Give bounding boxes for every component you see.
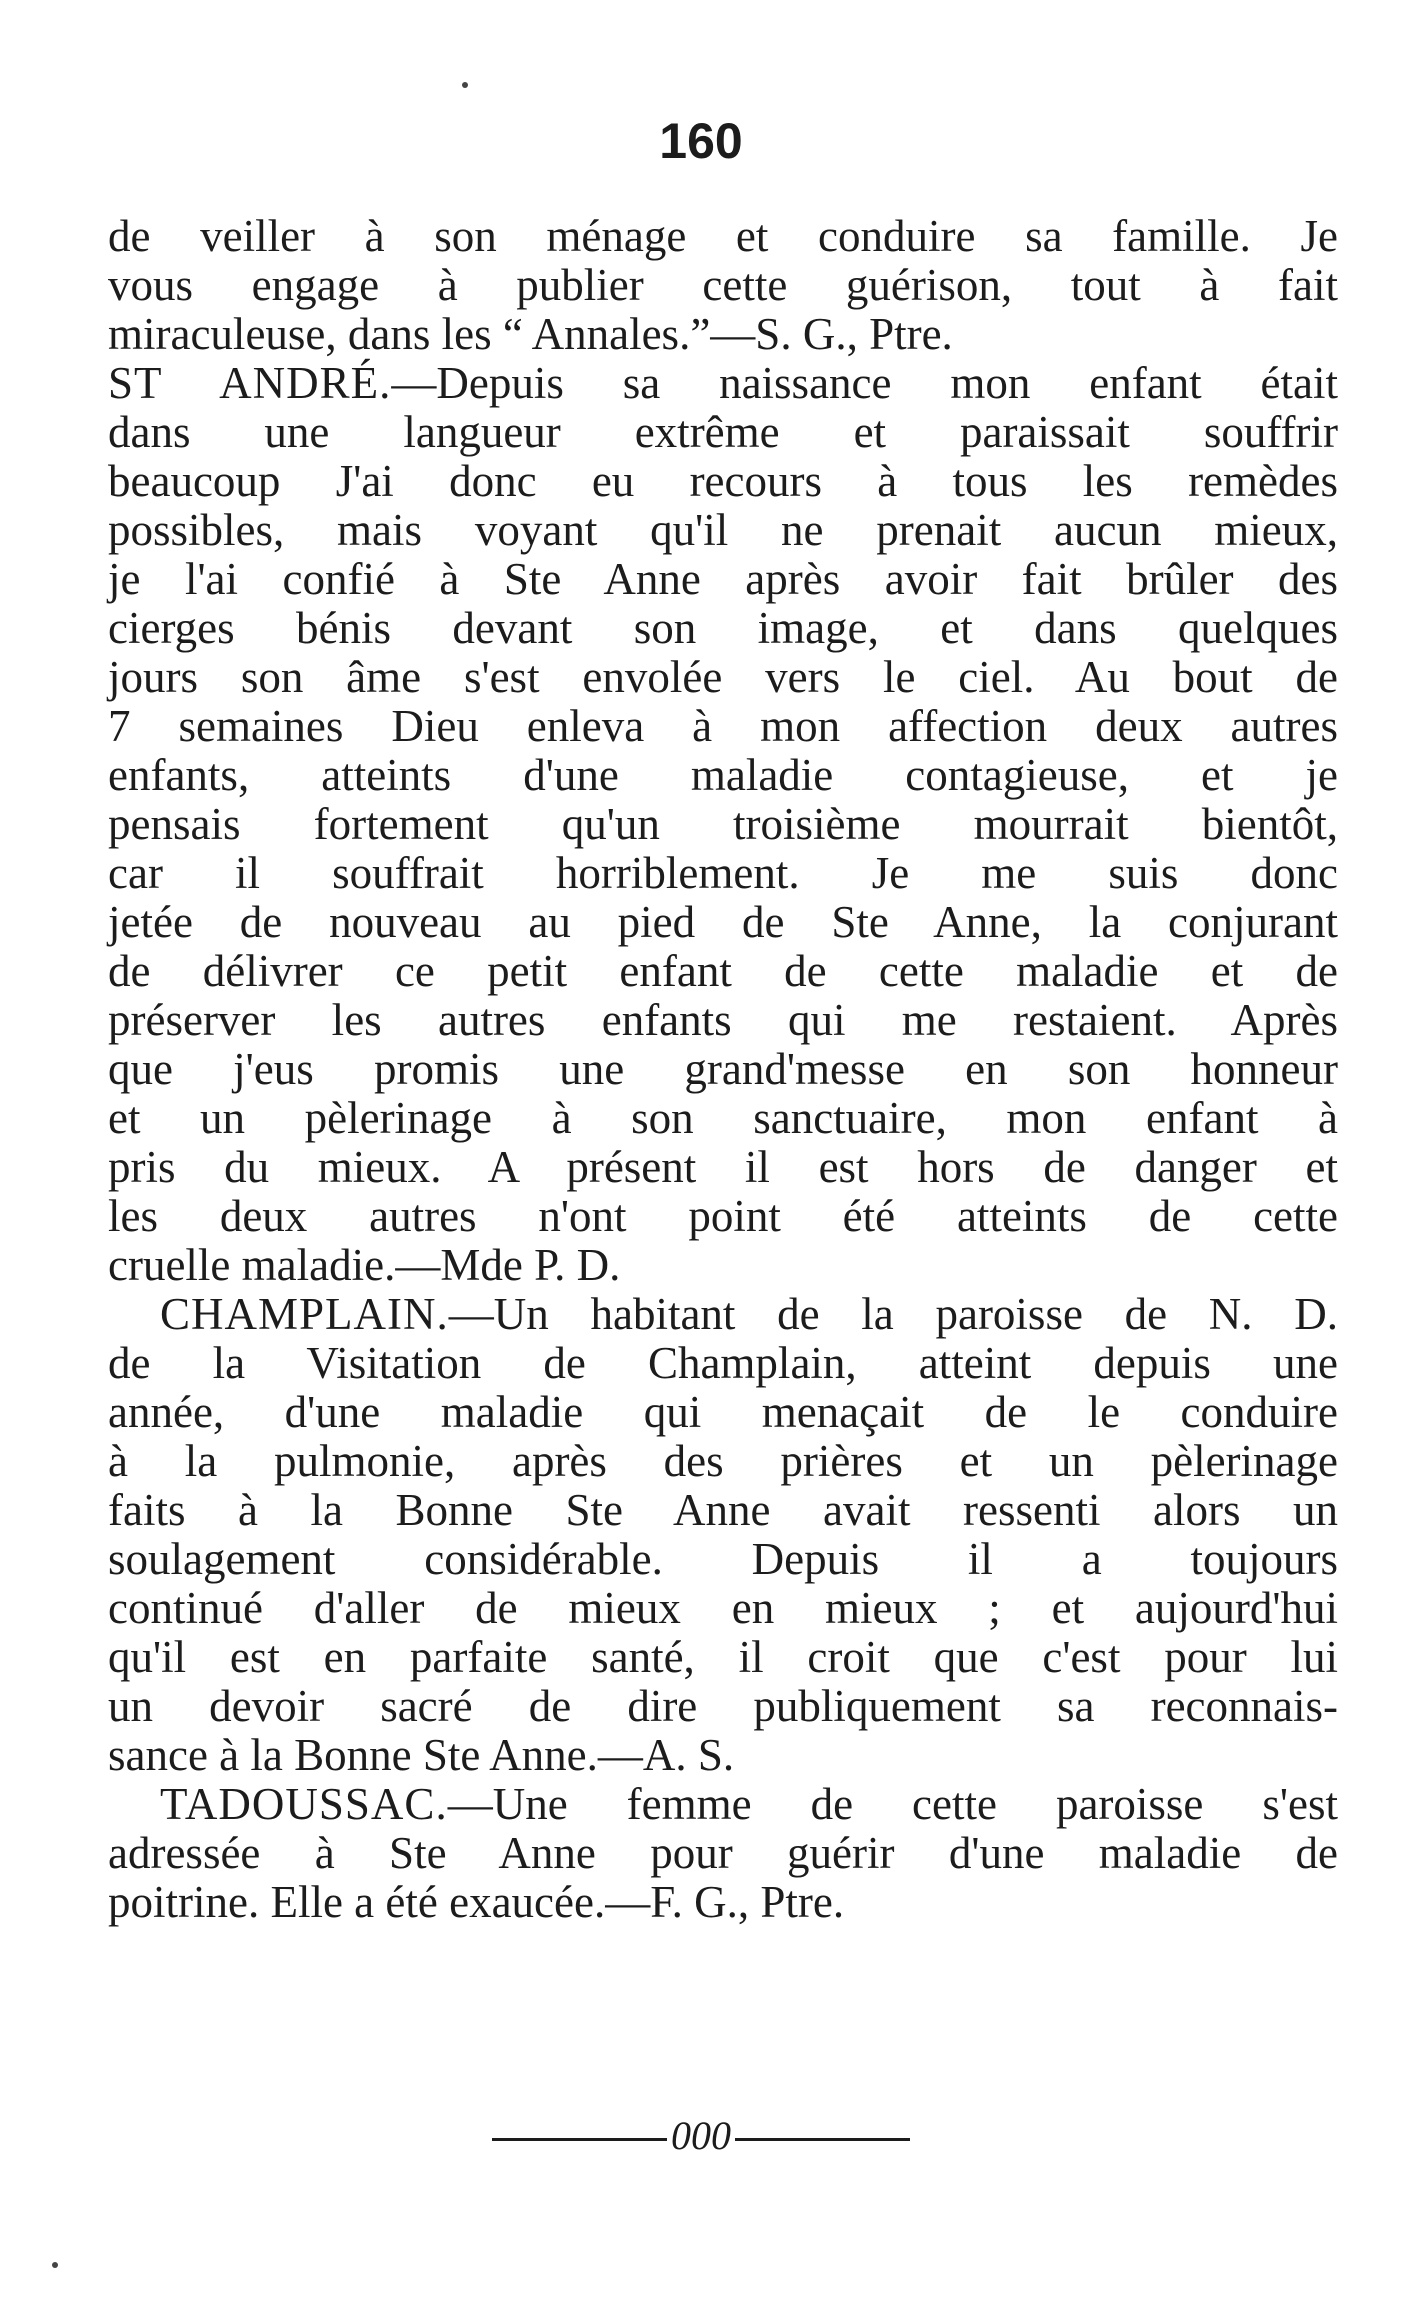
text-line: de délivrer ce petit enfant de cette maladie et de	[108, 946, 1338, 996]
text-line: préserver les autres enfants qui me restaient. Après	[108, 995, 1338, 1045]
text-line: cruelle maladie.—Mde P. D.	[108, 1240, 621, 1290]
text-line: et un pèlerinage à son sanctuaire, mon enfant à	[108, 1093, 1338, 1143]
text-line: beaucoup J'ai donc eu recours à tous les remèdes	[108, 456, 1338, 506]
text-line: à la pulmonie, après des prières et un pèlerinage	[108, 1436, 1338, 1486]
place-heading: TADOUSSAC.	[160, 1779, 448, 1829]
text-line: —Une femme de cette paroisse s'est	[447, 1779, 1338, 1829]
text-line: un devoir sacré de dire publiquement sa reconnais-	[108, 1681, 1338, 1731]
paragraph-first-line	[108, 1780, 1338, 1829]
place-heading: ST ANDRÉ.	[108, 358, 392, 408]
text-line: jours son âme s'est envolée vers le ciel. Au bout de	[108, 652, 1338, 702]
separator-rule-right	[735, 2138, 910, 2141]
place-heading: CHAMPLAIN.	[160, 1289, 449, 1339]
text-line: que j'eus promis une grand'messe en son honneur	[108, 1044, 1338, 1094]
body-text	[108, 212, 1338, 1927]
text-line: dans une langueur extrême et paraissait souffrir	[108, 407, 1338, 457]
speck-mark	[52, 2262, 58, 2268]
page-number: 160	[659, 113, 743, 169]
separator-ornament: 000	[671, 2113, 731, 2158]
text-line: adressée à Ste Anne pour guérir d'une maladie de	[108, 1828, 1338, 1878]
paragraph-first-line	[108, 359, 1338, 408]
text-line: faits à la Bonne Ste Anne avait ressenti alors un	[108, 1485, 1338, 1535]
text-line: pensais fortement qu'un troisième mourrait bientôt,	[108, 799, 1338, 849]
section-separator	[0, 2112, 1402, 2159]
text-line: jetée de nouveau au pied de Ste Anne, la conjurant	[108, 897, 1338, 947]
text-line: cierges bénis devant son image, et dans quelques	[108, 603, 1338, 653]
paragraph-first-line	[108, 1290, 1338, 1339]
text-line: soulagement considérable. Depuis il a toujours	[108, 1534, 1338, 1584]
text-line: poitrine. Elle a été exaucée.—F. G., Ptre.	[108, 1877, 845, 1927]
text-line: car il souffrait horriblement. Je me suis donc	[108, 848, 1338, 898]
text-line: de la Visitation de Champlain, atteint depuis une	[108, 1338, 1338, 1388]
text-line: possibles, mais voyant qu'il ne prenait aucun mieux,	[108, 505, 1338, 555]
text-line: vous engage à publier cette guérison, tout à fait	[108, 260, 1338, 310]
text-line: —Un habitant de la paroisse de N. D.	[448, 1289, 1338, 1339]
text-line: année, d'une maladie qui menaçait de le conduire	[108, 1387, 1338, 1437]
separator-rule-left	[492, 2138, 667, 2141]
text-line: pris du mieux. A présent il est hors de danger et	[108, 1142, 1338, 1192]
text-line: miraculeuse, dans les “ Annales.”—S. G., Ptre.	[108, 309, 953, 359]
text-line: de veiller à son ménage et conduire sa famille. Je	[108, 211, 1338, 261]
text-line: les deux autres n'ont point été atteints de cette	[108, 1191, 1338, 1241]
text-line: enfants, atteints d'une maladie contagieuse, et je	[108, 750, 1338, 800]
text-line: qu'il est en parfaite santé, il croit que c'est pour lui	[108, 1632, 1338, 1682]
text-line: —Depuis sa naissance mon enfant était	[391, 358, 1338, 408]
text-line: je l'ai confié à Ste Anne après avoir fait brûler des	[108, 554, 1338, 604]
text-line: 7 semaines Dieu enleva à mon affection deux autres	[108, 701, 1338, 751]
text-line: continué d'aller de mieux en mieux ; et aujourd'hui	[108, 1583, 1338, 1633]
speck-mark	[462, 82, 468, 88]
text-line: sance à la Bonne Ste Anne.—A. S.	[108, 1730, 735, 1780]
